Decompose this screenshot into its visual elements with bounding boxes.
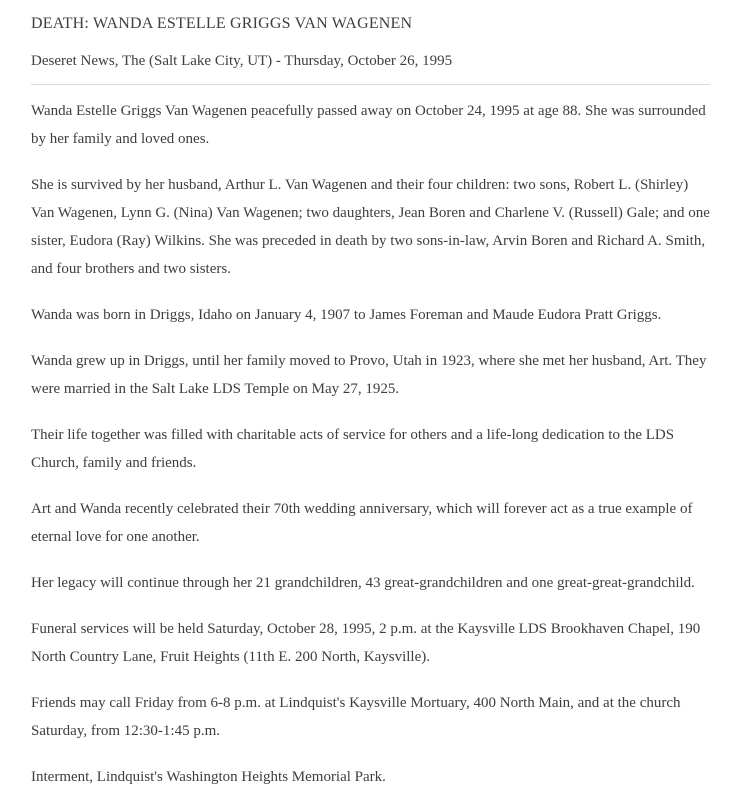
publication-source-line: Deseret News, The (Salt Lake City, UT) - Thursday, October 26, 1995 xyxy=(31,53,453,69)
paragraph-early-life: Wanda grew up in Driggs, until her family moved to Provo, Utah in 1923, where she met her husband, Art. They were married in the Salt Lake LDS Temple on May 27, 1925. xyxy=(31,353,707,397)
paragraph-interment: Interment, Lindquist's Washington Heights Memorial Park. xyxy=(31,769,386,785)
paragraph-birth: Wanda was born in Driggs, Idaho on January 4, 1907 to James Foreman and Maude Eudora Pratt Griggs. xyxy=(31,307,662,323)
paragraph-passing: Wanda Estelle Griggs Van Wagenen peacefully passed away on October 24, 1995 at age 88. She was surrounded by her family and loved ones. xyxy=(31,103,706,147)
header-divider xyxy=(31,84,710,85)
paragraph-life-together: Their life together was filled with charitable acts of service for others and a life-long dedication to the LDS Church, family and friends. xyxy=(31,427,675,471)
obituary-body xyxy=(31,97,710,785)
obituary-title: DEATH: WANDA ESTELLE GRIGGS VAN WAGENEN xyxy=(31,15,413,32)
paragraph-legacy: Her legacy will continue through her 21 grandchildren, 43 great-grandchildren and one great-great-grandchild. xyxy=(31,575,695,591)
paragraph-survivors: She is survived by her husband, Arthur L. Van Wagenen and their four children: two sons, Robert L. (Shirley) Van Wagenen, Lynn G. (Nina) Van Wagenen; two daughters, Jean Boren and Charlene V. (Russell) Gale; and one sister, Eudora (Ray) Wilkins. She was preceded in death by two sons-in-law, Arvin Boren and Richard A. Smith, and four brothers and two sisters. xyxy=(31,177,710,277)
paragraph-funeral-services: Funeral services will be held Saturday, October 28, 1995, 2 p.m. at the Kaysville LDS Brookhaven Chapel, 190 North Country Lane, Fruit Heights (11th E. 200 North, Kaysville). xyxy=(31,621,701,665)
paragraph-anniversary: Art and Wanda recently celebrated their 70th wedding anniversary, which will forever act as a true example of eternal love for one another. xyxy=(31,501,693,545)
paragraph-visitation: Friends may call Friday from 6-8 p.m. at Lindquist's Kaysville Mortuary, 400 North Main, and at the church Saturday, from 12:30-1:45 p.m. xyxy=(31,695,681,739)
